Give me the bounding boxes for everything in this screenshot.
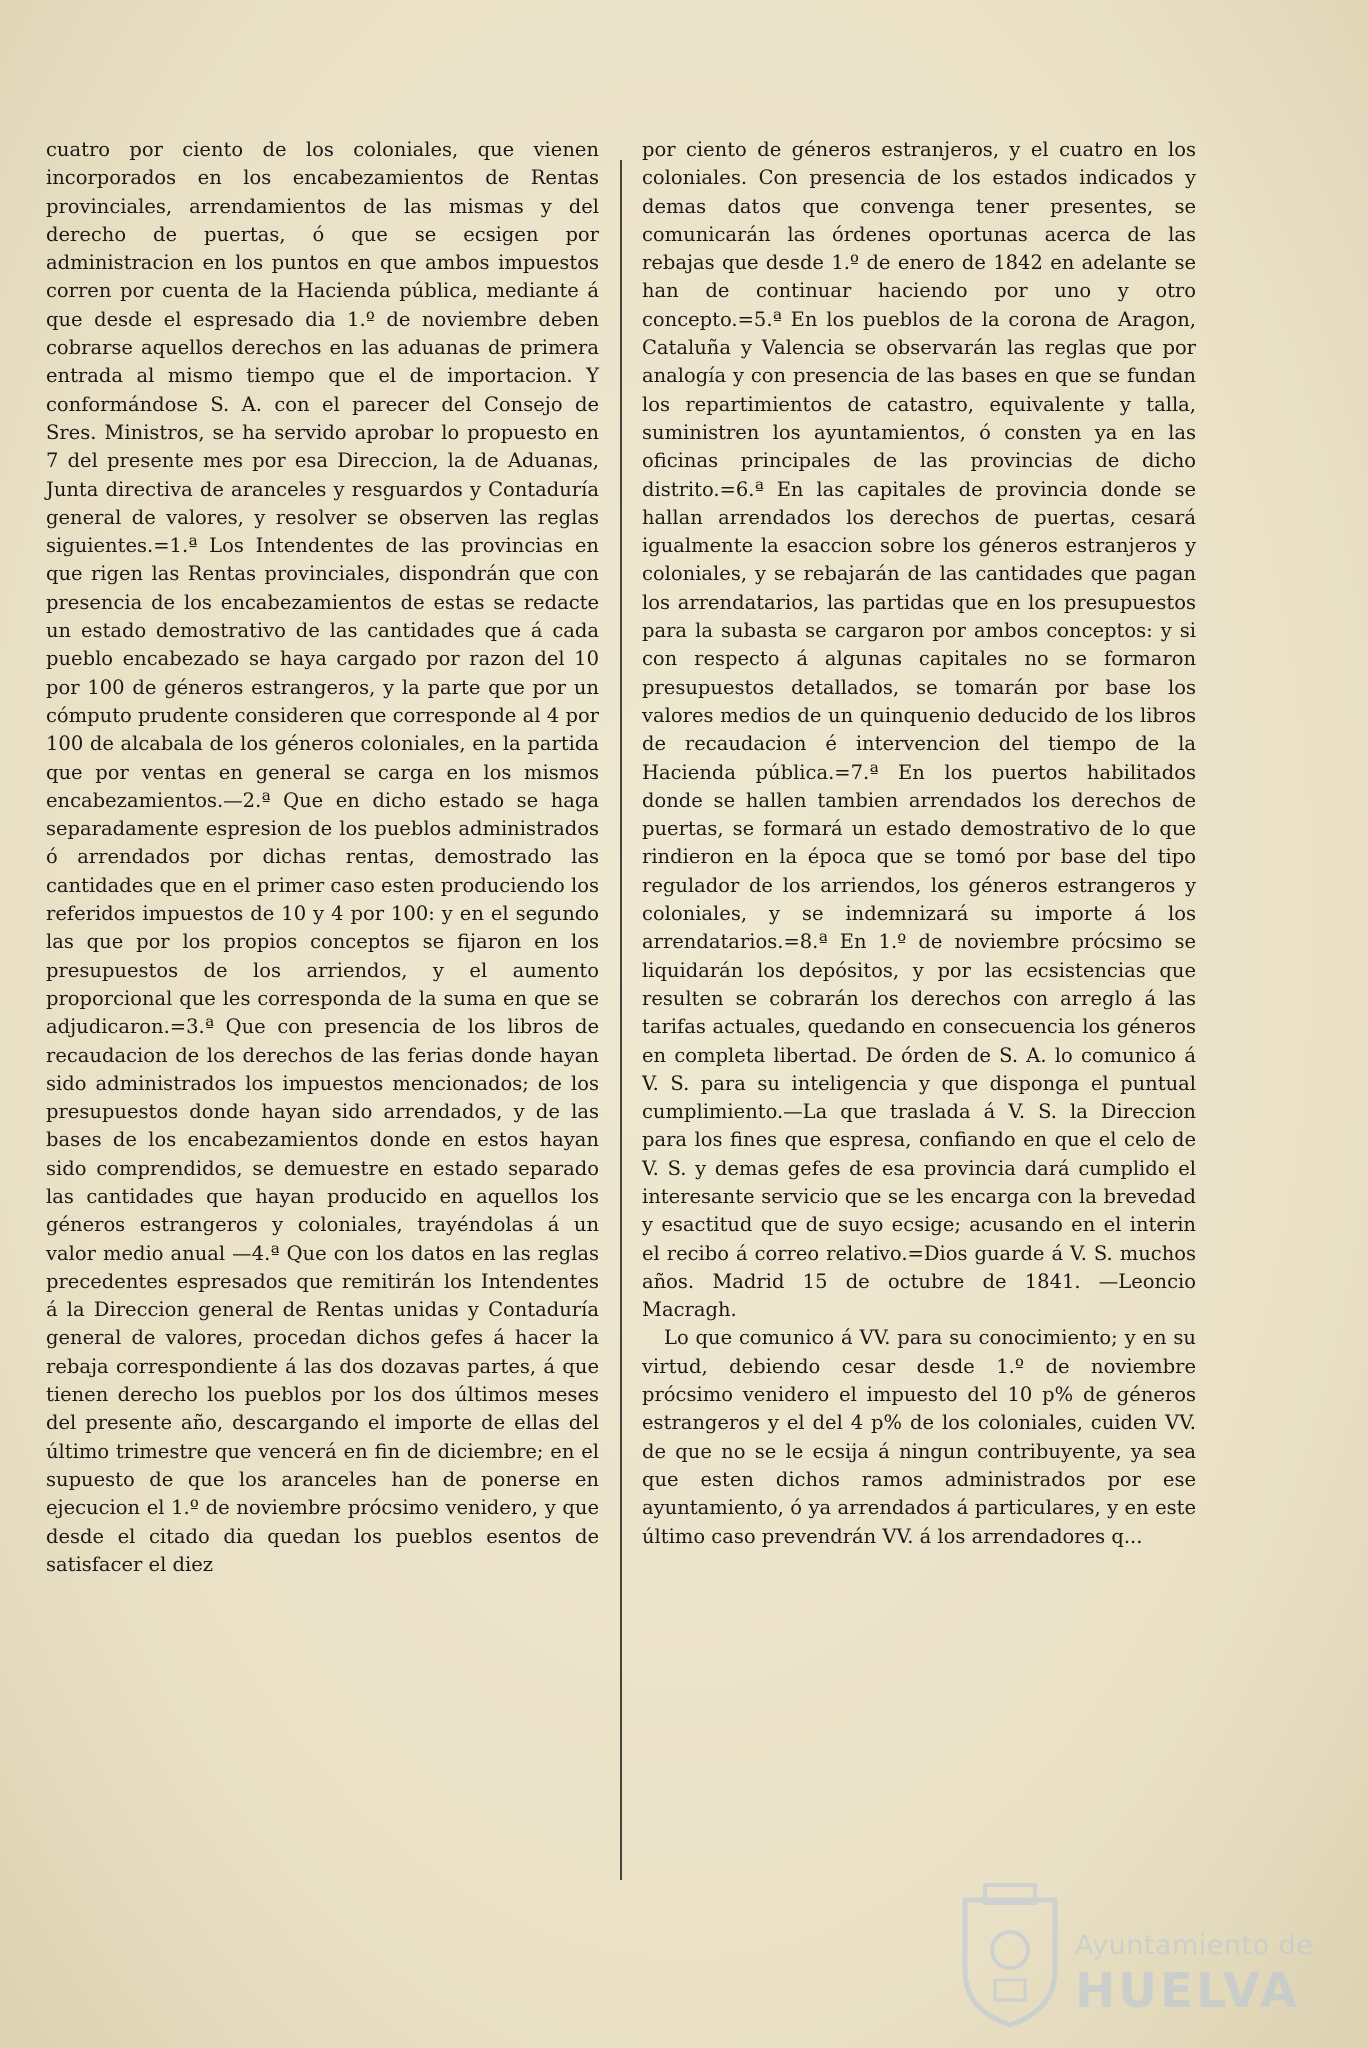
right-text-column xyxy=(642,136,1196,1551)
archive-watermark xyxy=(955,1880,1335,2030)
watermark-line2: HUELVA xyxy=(1075,1963,1300,2019)
right-paragraph-2: Lo que comunico á VV. para su conocimiento; y en su virtud, debiendo cesar desde 1.º de noviembre prócsimo venidero el impuesto del 10 p% de géneros estrangeros y el del 4 p% de los coloniales, cuiden VV. de que no se le ecsija á ningun contribuyente, ya sea que esten dichos ramos administrados por ese ayuntamiento, ó ya arrendados á particulares, y en este último caso prevendrán VV. á los arrendadores q... xyxy=(642,1326,1196,1548)
column-divider xyxy=(620,160,622,1880)
left-text-column xyxy=(46,136,599,1579)
right-paragraph-1: por ciento de géneros estranjeros, y el cuatro en los coloniales. Con presencia de los estados indicados y demas datos que convenga tener presentes, se comunicarán las órdenes oportunas acerca de las rebajas que desde 1.º de enero de 1842 en adelante se han de continuar haciendo por uno y otro concepto.=5.ª En los pueblos de la corona de Aragon, Cataluña y Valencia se observarán las reglas que por analogía y con presencia de las bases en que se fundan los repartimientos de catastro, equivalente y talla, suministren los ayuntamientos, ó consten ya en las oficinas principales de las provincias de dicho distrito.=6.ª En las capitales de provincia donde se hallan arrendados los derechos de puertas, cesará igualmente la esaccion sobre los géneros estranjeros y coloniales, y se rebajarán de las cantidades que pagan los arrendatarios, las partidas que en los presupuestos para la subasta se cargaron por ambos conceptos: y si con respecto á algunas capitales no se formaron presupuestos detallados, se tomarán por base los valores medios de un quinquenio deducido de los libros de recaudacion é intervencion del tiempo de la Hacienda pública.=7.ª En los puertos habilitados donde se hallen tambien arrendados los derechos de puertas, se formará un estado demostrativo de lo que rindieron en la época que se tomó por base del tipo regulador de los arriendos, los géneros estrangeros y coloniales, y se indemnizará su importe á los arrendatarios.=8.ª En 1.º de noviembre prócsimo se liquidarán los depósitos, y por las ecsistencias que resulten se cobrarán los derechos con arreglo á las tarifas actuales, quedando en consecuencia los géneros en completa libertad. De órden de S. A. lo comunico á V. S. para su inteligencia y que disponga el puntual cumplimiento.—La que traslada á V. S. la Direccion para los fines que espresa, confiando en que el celo de V. S. y demas gefes de esa provincia dará cumplido el interesante servicio que se les encarga con la brevedad y esactitud que de suyo ecsige; acusando en el interin el recibo á correo relativo.=Dios guarde á V. S. muchos años. Madrid 15 de octubre de 1841. —Leoncio Macragh. xyxy=(642,138,1196,1322)
coat-of-arms-icon xyxy=(955,1880,1065,2030)
watermark-line1: Ayuntamiento de xyxy=(1075,1930,1314,1961)
left-paragraph-1: cuatro por ciento de los coloniales, que vienen incorporados en los encabezamientos de Rentas provinciales, arrendamientos de las mismas y del derecho de puertas, ó que se ecsigen por administracion en los puntos en que ambos impuestos corren por cuenta de la Hacienda pública, mediante á que desde el espresado dia 1.º de noviembre deben cobrarse aquellos derechos en las aduanas de primera entrada al mismo tiempo que el de importacion. Y conformándose S. A. con el parecer del Consejo de Sres. Ministros, se ha servido aprobar lo propuesto en 7 del presente mes por esa Direccion, la de Aduanas, Junta directiva de aranceles y resguardos y Contaduría general de valores, y resolver se observen las reglas siguientes.=1.ª Los Intendentes de las provincias en que rigen las Rentas provinciales, dispondrán que con presencia de los encabezamientos de estas se redacte un estado demostrativo de las cantidades que á cada pueblo encabezado se haya cargado por razon del 10 por 100 de géneros estrangeros, y la parte que por un cómputo prudente consideren que corresponde al 4 por 100 de alcabala de los géneros coloniales, en la partida que por ventas en general se carga en los mismos encabezamientos.—2.ª Que en dicho estado se haga separadamente espresion de los pueblos administrados ó arrendados por dichas rentas, demostrado las cantidades que en el primer caso esten produciendo los referidos impuestos de 10 y 4 por 100: y en el segundo las que por los propios conceptos se fijaron en los presupuestos de los arriendos, y el aumento proporcional que les corresponda de la suma en que se adjudicaron.=3.ª Que con presencia de los libros de recaudacion de los derechos de las ferias donde hayan sido administrados los impuestos mencionados; de los presupuestos donde hayan sido arrendados, y de las bases de los encabezamientos donde en estos hayan sido comprendidos, se demuestre en estado separado las cantidades que hayan producido en aquellos los géneros estrangeros y coloniales, trayéndolas á un valor medio anual —4.ª Que con los datos en las reglas precedentes espresados que remitirán los Intendentes á la Direccion general de Rentas unidas y Contaduría general de valores, procedan dichos gefes á hacer la rebaja correspondiente á las dos dozavas partes, á que tienen derecho los pueblos por los dos últimos meses del presente año, descargando el importe de ellas del último trimestre que vencerá en fin de diciembre; en el supuesto de que los aranceles han de ponerse en ejecucion el 1.º de noviembre prócsimo venidero, y que desde el citado dia quedan los pueblos esentos de satisfacer el diez xyxy=(46,138,599,1576)
